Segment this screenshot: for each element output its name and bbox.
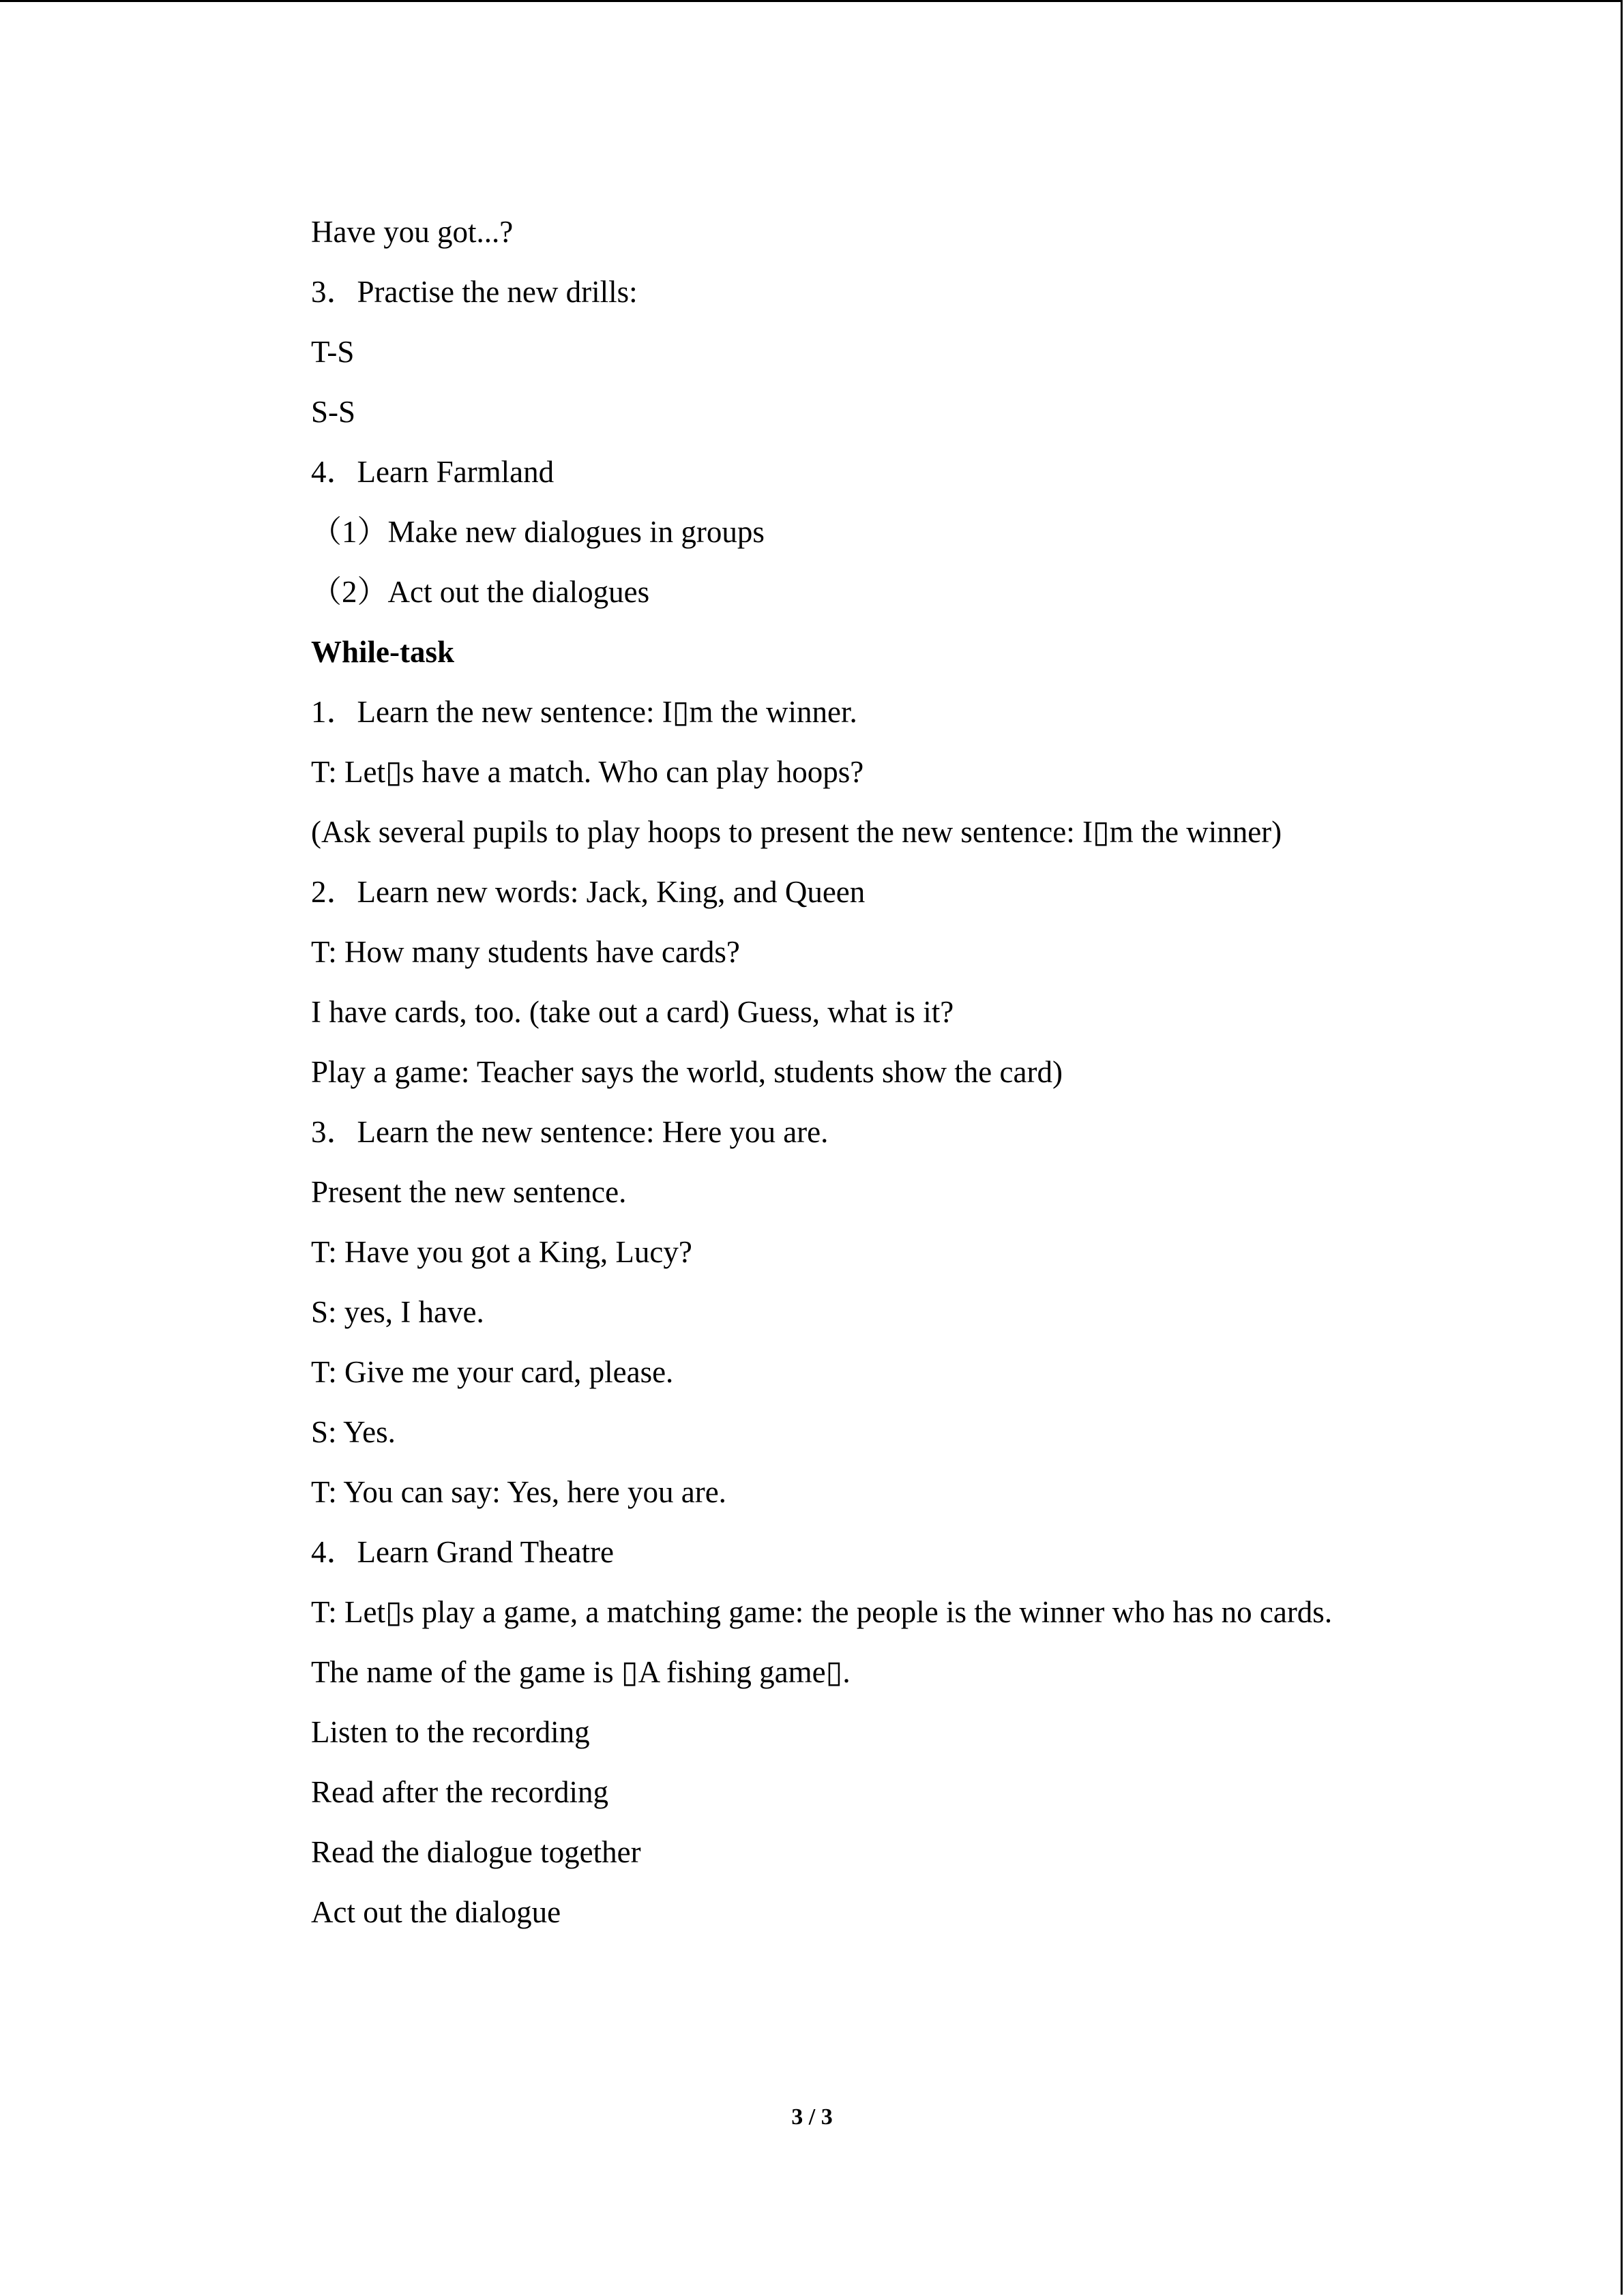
text-line: S-S <box>311 395 356 429</box>
page-number: 3 / 3 <box>791 2104 833 2130</box>
text-line: Have you got...? <box>311 215 514 249</box>
section-heading: While-task <box>311 635 455 669</box>
text-line: Read after the recording <box>311 1775 609 1809</box>
text-line: T: Have you got a King, Lucy? <box>311 1235 692 1269</box>
text-line: Listen to the recording <box>311 1715 590 1749</box>
text-line: The name of the game is ▯A fishing game▯. <box>311 1655 851 1689</box>
sub-step: （2）Act out the dialogues <box>311 575 650 609</box>
text-line: T: You can say: Yes, here you are. <box>311 1475 726 1509</box>
text-line: Read the dialogue together <box>311 1835 641 1869</box>
step-heading: 3．Learn the new sentence: Here you are. <box>311 1115 829 1149</box>
text-line: T: Let▯s have a match. Who can play hoops? <box>311 755 864 789</box>
text-line: (Ask several pupils to play hoops to present the new sentence: I▯m the winner) <box>311 815 1282 849</box>
text-line: T: Let▯s play a game, a matching game: the people is the winner who has no cards. <box>311 1595 1333 1629</box>
text-line: T-S <box>311 335 355 369</box>
step-heading: 4．Learn Farmland <box>311 455 555 489</box>
step-heading: 3．Practise the new drills: <box>311 275 638 309</box>
text-line: T: Give me your card, please. <box>311 1355 674 1389</box>
text-line: S: yes, I have. <box>311 1295 484 1329</box>
step-heading: 2．Learn new words: Jack, King, and Queen <box>311 875 866 909</box>
text-line: Act out the dialogue <box>311 1895 561 1929</box>
sub-step: （1）Make new dialogues in groups <box>311 515 765 549</box>
text-line: Play a game: Teacher says the world, students show the card) <box>311 1055 1063 1089</box>
text-line: T: How many students have cards? <box>311 935 740 969</box>
text-line: Present the new sentence. <box>311 1175 627 1209</box>
document-body <box>311 215 1471 1955</box>
step-heading: 1．Learn the new sentence: I▯m the winner. <box>311 695 857 729</box>
step-heading: 4．Learn Grand Theatre <box>311 1535 614 1569</box>
text-line: S: Yes. <box>311 1415 396 1449</box>
text-line: I have cards, too. (take out a card) Guess, what is it? <box>311 995 954 1029</box>
